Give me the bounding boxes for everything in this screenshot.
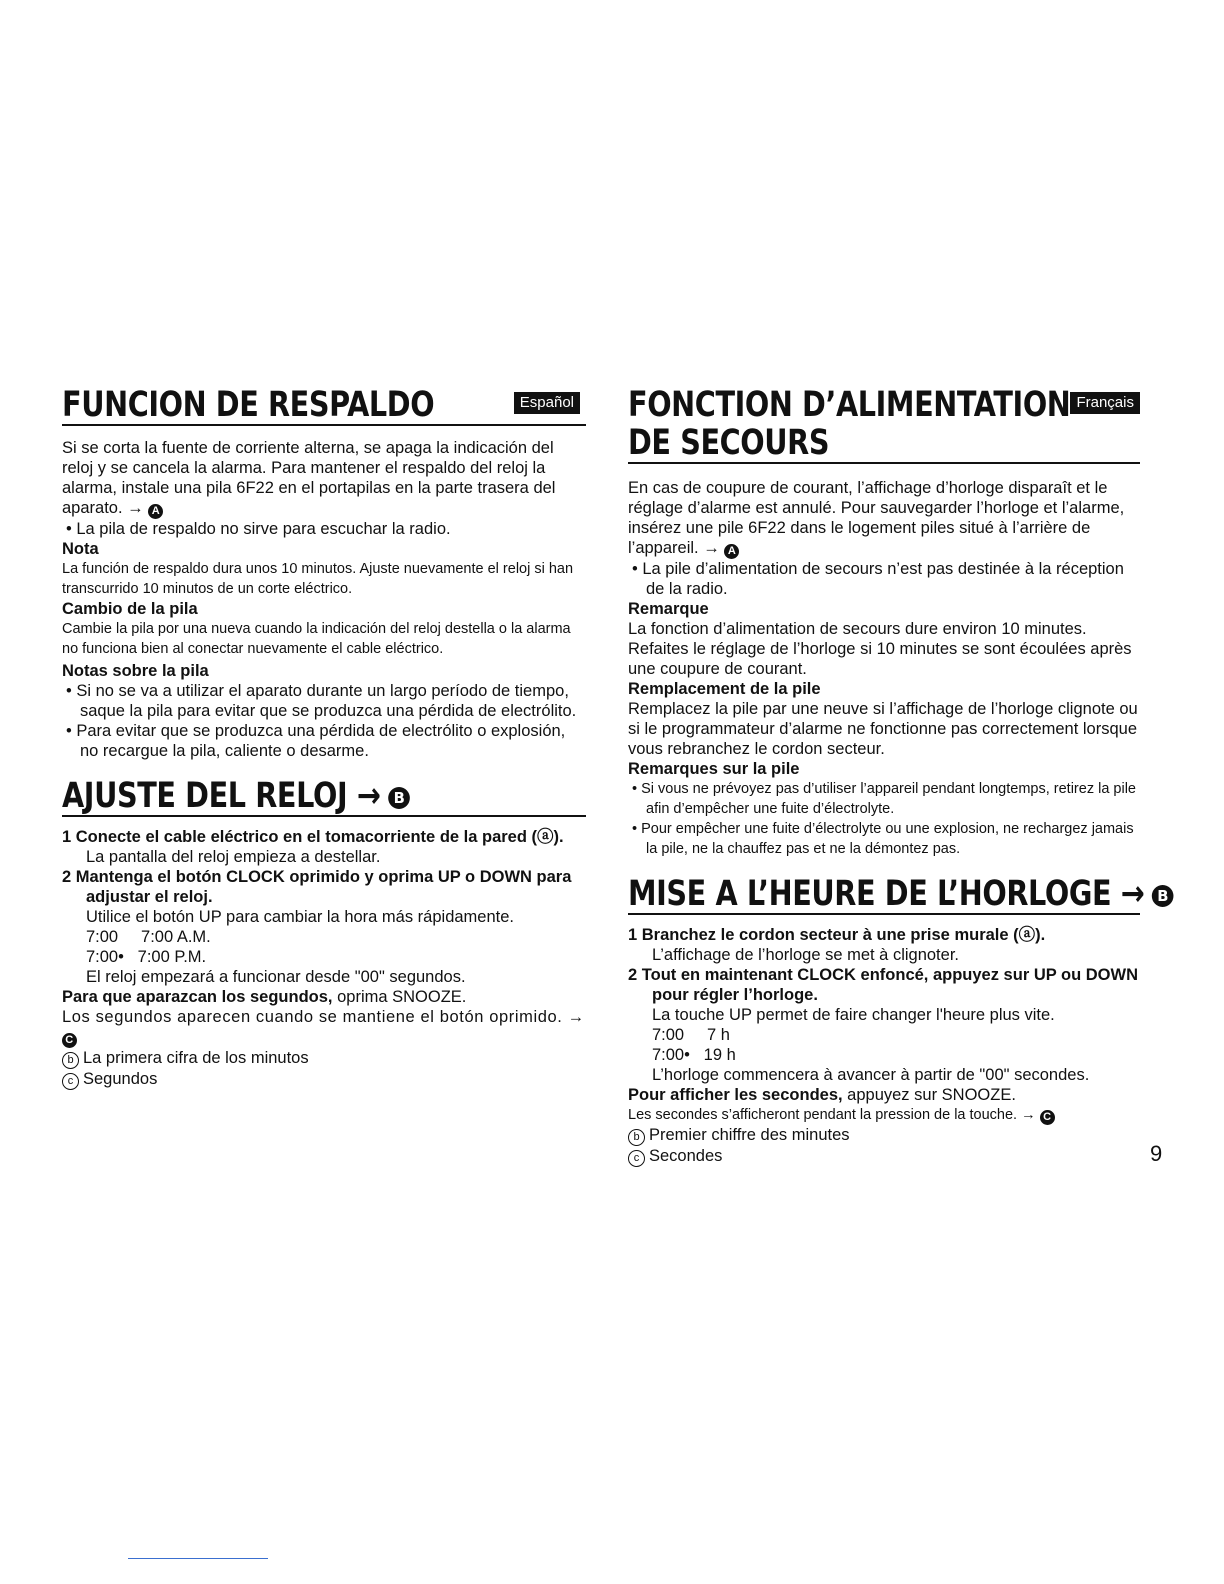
- fr-backup-title-1: FONCTION D’ALIMENTATION: [628, 385, 1071, 425]
- es-seconds-desc: Los segundos aparecen cuando se mantiene el botón oprimido. → C: [62, 1008, 585, 1046]
- french-column: [628, 385, 1169, 1167]
- es-legend-c: c Segundos: [62, 1069, 586, 1090]
- fr-replace-text: Remplacez la pile par une neuve si l’affichage de l’horloge clignote ou si le programmateur d’alarme ne fonctionne pas correctement lorsque vous rebranchez le cordon secteur.: [628, 700, 1138, 758]
- figure-c-icon: C: [1040, 1110, 1055, 1125]
- figure-b-icon: B: [1152, 885, 1174, 907]
- es-cambio-text: Cambie la pila por una nueva cuando la indicación del reloj destella o la alarma no funciona bien al conectar nuevamente el cable eléctrico.: [62, 621, 571, 657]
- es-notas-bullet-1: • Si no se va a utilizar el aparato durante un largo período de tiempo, saque la pila para evitar que se produzca una pérdida de electrólito.: [66, 682, 577, 720]
- es-backup-intro: Si se corta la fuente de corriente alterna, se apaga la indicación del reloj y se cancela la alarma. Para mantener el respaldo del reloj la alarma, instale una pila 6F22 en el portapilas en la parte trasera del aparato. → A: [62, 439, 556, 517]
- fr-remarque-text: La fonction d’alimentation de secours dure environ 10 minutes. Refaites le réglage de l’horloge si 10 minutes se sont écoulées après une coupure de courant.: [628, 620, 1132, 678]
- label-b-icon: b: [62, 1052, 79, 1069]
- es-step-2-sub2: El reloj empezará a funcionar desde "00" segundos.: [86, 968, 466, 986]
- fr-clock-heading: [628, 874, 1169, 915]
- figure-c-icon: C: [62, 1033, 77, 1048]
- fr-legend-b: b Premier chiffre des minutes: [628, 1125, 1140, 1146]
- fr-clock-title: MISE A L’HEURE DE L’HORLOGE → B: [628, 875, 1048, 913]
- fr-language-badge: Français: [1070, 392, 1140, 414]
- es-notas-heading: Notas sobre la pila: [62, 662, 209, 680]
- fr-legend-c: c Secondes: [628, 1146, 1140, 1167]
- es-step-1: 1 Conecte el cable eléctrico en el tomacorriente de la pared (ⓐ).: [62, 828, 564, 846]
- page-number: 9: [1150, 1141, 1163, 1166]
- label-b-icon: b: [628, 1129, 645, 1146]
- es-time-pm: 7:00• 7:00 P.M.: [86, 948, 207, 966]
- es-legend-b: b La primera cifra de los minutos: [62, 1048, 586, 1069]
- fr-seconds-desc: Les secondes s’afficheront pendant la pression de la touche. → C: [628, 1105, 1140, 1125]
- es-clock-title: AJUSTE DEL RELOJ → B: [62, 777, 492, 815]
- spanish-column: [62, 386, 586, 1090]
- es-step-1-sub: La pantalla del reloj empieza a destellar.: [86, 848, 381, 866]
- es-step-2-sub: Utilice el botón UP para cambiar la hora más rápidamente.: [86, 908, 514, 926]
- es-backup-heading: [62, 386, 586, 426]
- es-nota-text: La función de respaldo dura unos 10 minutos. Ajuste nuevamente el reloj si han transcurrido 10 minutos de un corte eléctrico.: [62, 561, 574, 597]
- label-c-icon: c: [628, 1150, 645, 1167]
- fr-step-2: 2 Tout en maintenant CLOCK enfoncé, appuyez sur UP ou DOWN pour régler l’horloge.: [628, 966, 1139, 1004]
- fr-remarques-bullet-2: • Pour empêcher une fuite d’électrolyte ou une explosion, ne rechargez jamais la pile, ne la chauffez pas et ne la démontez pas.: [632, 821, 1134, 857]
- fr-time-19h: 7:00• 19 h: [652, 1046, 736, 1064]
- es-clock-heading: [62, 777, 586, 817]
- es-language-badge: Español: [514, 392, 580, 414]
- es-time-am: 7:00 7:00 A.M.: [86, 928, 211, 946]
- es-backup-title: FUNCION DE RESPALDO: [62, 385, 435, 425]
- fr-backup-title-2: DE SECOURS: [628, 423, 830, 463]
- es-cambio-heading: Cambio de la pila: [62, 600, 198, 618]
- fr-step-1: 1 Branchez le cordon secteur à une prise murale (ⓐ).: [628, 926, 1046, 944]
- fr-step-1-sub: L’affichage de l’horloge se met à clignoter.: [652, 946, 959, 964]
- label-c-icon: c: [62, 1073, 79, 1090]
- figure-a-icon: A: [148, 504, 163, 519]
- es-seconds-line: Para que aparazcan los segundos, oprima SNOOZE.: [62, 988, 467, 1006]
- es-step-2: 2 Mantenga el botón CLOCK oprimido y oprima UP o DOWN para adjustar el reloj.: [62, 868, 572, 906]
- figure-b-icon: B: [388, 787, 410, 809]
- fr-backup-heading: [628, 386, 1140, 464]
- fr-seconds-line: Pour afficher les secondes, appuyez sur SNOOZE.: [628, 1086, 1016, 1104]
- fr-backup-intro: En cas de coupure de courant, l’affichage d’horloge disparaît et le réglage d’alarme est annulé. Pour sauvegarder l’horloge et l’alarme, insérez une pile 6F22 dans le logement piles situé à l’arrière de l’appareil. → A: [628, 479, 1125, 557]
- fr-step-2-sub2: L’horloge commencera à avancer à partir de "00" secondes.: [652, 1066, 1090, 1084]
- es-backup-bullet: • La pila de respaldo no sirve para escuchar la radio.: [66, 520, 451, 538]
- footer-rule: [128, 1558, 268, 1559]
- fr-time-7h: 7:00 7 h: [652, 1026, 730, 1044]
- fr-remarques-bullet-1: • Si vous ne prévoyez pas d’utiliser l’appareil pendant longtemps, retirez la pile afin d’empêcher une fuite d’électrolyte.: [632, 781, 1136, 817]
- fr-remarque-heading: Remarque: [628, 600, 709, 618]
- fr-remarques-heading: Remarques sur la pile: [628, 760, 800, 778]
- fr-step-2-sub: La touche UP permet de faire changer l'heure plus vite.: [652, 1006, 1055, 1024]
- es-nota-heading: Nota: [62, 540, 99, 558]
- es-notas-bullet-2: • Para evitar que se produzca una pérdida de electrólito o explosión, no recargue la pila, caliente o desarme.: [66, 722, 566, 760]
- figure-a-icon: A: [724, 544, 739, 559]
- fr-replace-heading: Remplacement de la pile: [628, 680, 821, 698]
- fr-backup-bullet: • La pile d’alimentation de secours n’est pas destinée à la réception de la radio.: [632, 560, 1124, 598]
